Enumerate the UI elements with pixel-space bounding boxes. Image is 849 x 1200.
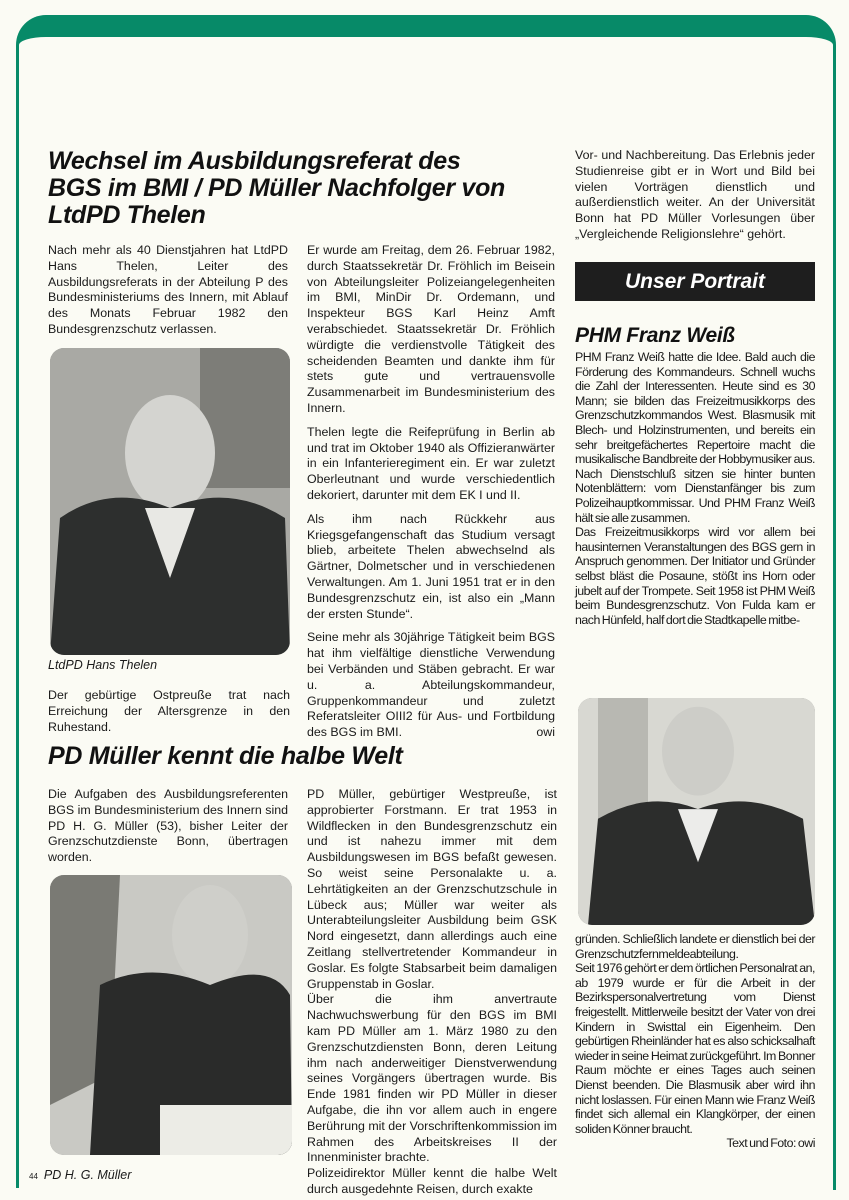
article2-col3 <box>575 148 815 251</box>
paragraph: Der gebürtige Ostpreuße trat nach Erreichung der Altersgrenze in den Ruhestand. <box>48 688 290 734</box>
page-number: 44 <box>29 1172 38 1181</box>
author-tag: owi <box>536 724 555 739</box>
paragraph: PD Müller, gebürtiger Westpreuße, ist approbierter Forstmann. Er trat 1953 in Wildflecken in den Bundesgrenzschutz ein und ist nahezu immer mit dem Ausbildungswesen im BGS befaßt gewesen. So weist seine Personalakte u. a. Lehrtätigkeiten an der Grenzschutzschule in Lübeck aus; Müller war weiter als Unterabteilungsleiter Ausbildung beim GSK Nord eingesetzt, dann allerdings auch eine Zeitlang stellvertretender Kommandeur in Goslar. Es folgte Stabsarbeit beim damaligen Gruppenstab in Goslar. <box>307 787 557 991</box>
article1-col2 <box>307 243 555 741</box>
page-frame-left <box>16 60 19 1188</box>
photo-credit: Text und Foto: owi <box>726 1136 815 1151</box>
article2-col2 <box>307 787 557 1198</box>
paragraph: Als ihm nach Rückkehr aus Kriegsgefangenschaft das Studium versagt blieb, arbeitete Thelen abwechselnd als Gärtner, Dolmetscher und in verschiedenen Verwaltungen. Am 1. Juni 1951 trat er in den Bundesgrenzschutz ein, ist also ein „Mann der ersten Stunde“. <box>307 511 555 621</box>
photo-caption-thelen: LtdPD Hans Thelen <box>48 658 158 672</box>
portrait-headline: PHM Franz Weiß <box>575 324 735 347</box>
article1-intro <box>48 243 288 346</box>
article1-headline: Wechsel im Ausbildungsreferat des BGS im BMI / PD Müller Nachfolger von LtdPD Thelen <box>48 147 506 229</box>
paragraph: Er wurde am Freitag, dem 26. Februar 1982, durch Staatssekretär Dr. Fröhlich im Beisein von Abteilungsleiter Polizeiangelegenheiten im BMI, MinDir Dr. Ordemann, und Inspekteur BGS Karl Heinz Amft verabschiedet. Staatssekretär Dr. Fröhlich würdigte die verdienstvolle Tätigkeit des scheidenden Beamten und dankte ihm für stets gute und vertrauensvolle Zusammenarbeit im Bundesministerium des Innern. <box>307 243 555 415</box>
photo-thelen <box>50 348 290 655</box>
article1-closing <box>48 688 290 743</box>
caption-text: PD H. G. Müller <box>43 1168 132 1182</box>
portrait-text-bottom <box>575 932 815 1151</box>
paragraph: gründen. Schließlich landete er dienstlich bei der Grenzschutzfernmeldeabteilung. <box>575 932 815 961</box>
paragraph: Nach mehr als 40 Dienstjahren hat LtdPD Hans Thelen, Leiter des Ausbildungsreferats in der Abteilung P des Bundesministeriums des Innern, mit Ablauf des Monats Februar 1982 den Bundesgrenzschutz verlassen. <box>48 243 288 336</box>
section-band-unser-portrait: Unser Portrait <box>575 262 815 301</box>
paragraph: Über die ihm anvertraute Nachwuchswerbung für den BGS im BMI kam PD Müller am 1. März 1980 zu den Grenzschutzdiensten Bonn, deren Leitung ihm nach anderweitiger Dienstverwendung seines Vorgängers übertragen wurde. Bis Ende 1981 finden wir PD Müller in dieser Aufgabe, die ihn vor allem auch in engere Berührung mit der Vorschriftenkommission im Rahmen des Arbeitskreises II der Innenminister brachte. <box>307 992 557 1165</box>
paragraph: Vor- und Nachbereitung. Das Erlebnis jeder Studienreise gibt er in Wort und Bild bei vielen Vorträgen dienstlich und außerdienstlich weiter. An der Universität Bonn hat PD Müller Vorlesungen über „Vergleichende Religionslehre“ gehört. <box>575 148 815 241</box>
paragraph: Seit 1976 gehört er dem örtlichen Personalrat an, ab 1979 wurde er für die Arbeit in der Bezirkspersonalvertretung vom Dienst freigestellt. Mittlerweile besitzt der Vater von drei Kindern in Swisttal ein Eigenheim. Den gebürtigen Rheinländer hat es also schicksalhaft wieder in seine Heimat zurückgeführt. Im Bonner Raum möchte er eines Tages auch seinen Dienst beenden. Die Blasmusik aber wird ihn nicht loslassen. Für einen Mann wie Franz Weiß findet sich allemal ein Klangkörper, der einen soliden Könner braucht. <box>575 961 815 1136</box>
photo-mueller <box>50 875 292 1155</box>
paragraph: Das Freizeitmusikkorps wird vor allem bei hausinternen Veranstaltungen des BGS gern in Anspruch genommen. Der Initiator und Gründer selbst bläst die Posaune, stößt ins Horn oder jubelt auf der Trompete. Seit 1958 ist PHM Weiß beim Bundesgrenzschutz. Von Fulda kam er nach Hünfeld, half dort die Stadtkapelle mitbe- <box>575 525 815 627</box>
paragraph: Die Aufgaben des Ausbildungsreferenten BGS im Bundesministerium des Innern sind PD H. G. Müller (53), bisher Leiter der Grenzschutzdienste Bonn, übertragen worden. <box>48 787 288 865</box>
paragraph: PHM Franz Weiß hatte die Idee. Bald auch die Förderung des Kommandeurs. Schnell wuchs die Zahl der Interessenten. Heute sind es 30 Mann; sie bilden das Freizeitmusikkorps des Grenzschutzkommandos West. Blasmusik mit Blech- und Holzinstrumenten, und bereits ein sehr breitgefächertes Repertoire macht die musikalische Bandbreite der Hobbymusiker aus. Nach Dienstschluß sitzen sie hinter bunten Notenblättern: vom Dienstanfänger bis zum Polizeihauptkommissar. Und PHM Franz Weiß hält sie alle zusammen. <box>575 350 815 525</box>
paragraph: Polizeidirektor Müller kennt die halbe Welt durch ausgedehnte Reisen, durch exakte <box>307 1166 557 1196</box>
article2-intro <box>48 787 288 874</box>
page-frame-top <box>16 15 836 75</box>
page-frame-right <box>833 60 836 1190</box>
portrait-text-top <box>575 350 815 627</box>
paragraph: Thelen legte die Reifeprüfung in Berlin ab und trat im Oktober 1940 als Offizieranwärter in ein Infanterieregiment ein. Er war zuletzt Oberleutnant und wurde verschiedentlich dekoriert, darunter mit dem EK I und II. <box>307 424 555 502</box>
photo-weiss <box>578 698 815 925</box>
photo-caption-mueller <box>29 1168 131 1182</box>
article2-headline: PD Müller kennt die halbe Welt <box>48 742 403 770</box>
paragraph: Seine mehr als 30jährige Tätigkeit beim BGS hat ihm vielfältige dienstliche Verwendung bei Verbänden und Stäben gebracht. Er war u. a. Abteilungskommandeur, Gruppenkommandeur und zuletzt Referatsleiter OIII2 für Aus- und Fortbildung des BGS im BMI. <box>307 630 555 740</box>
